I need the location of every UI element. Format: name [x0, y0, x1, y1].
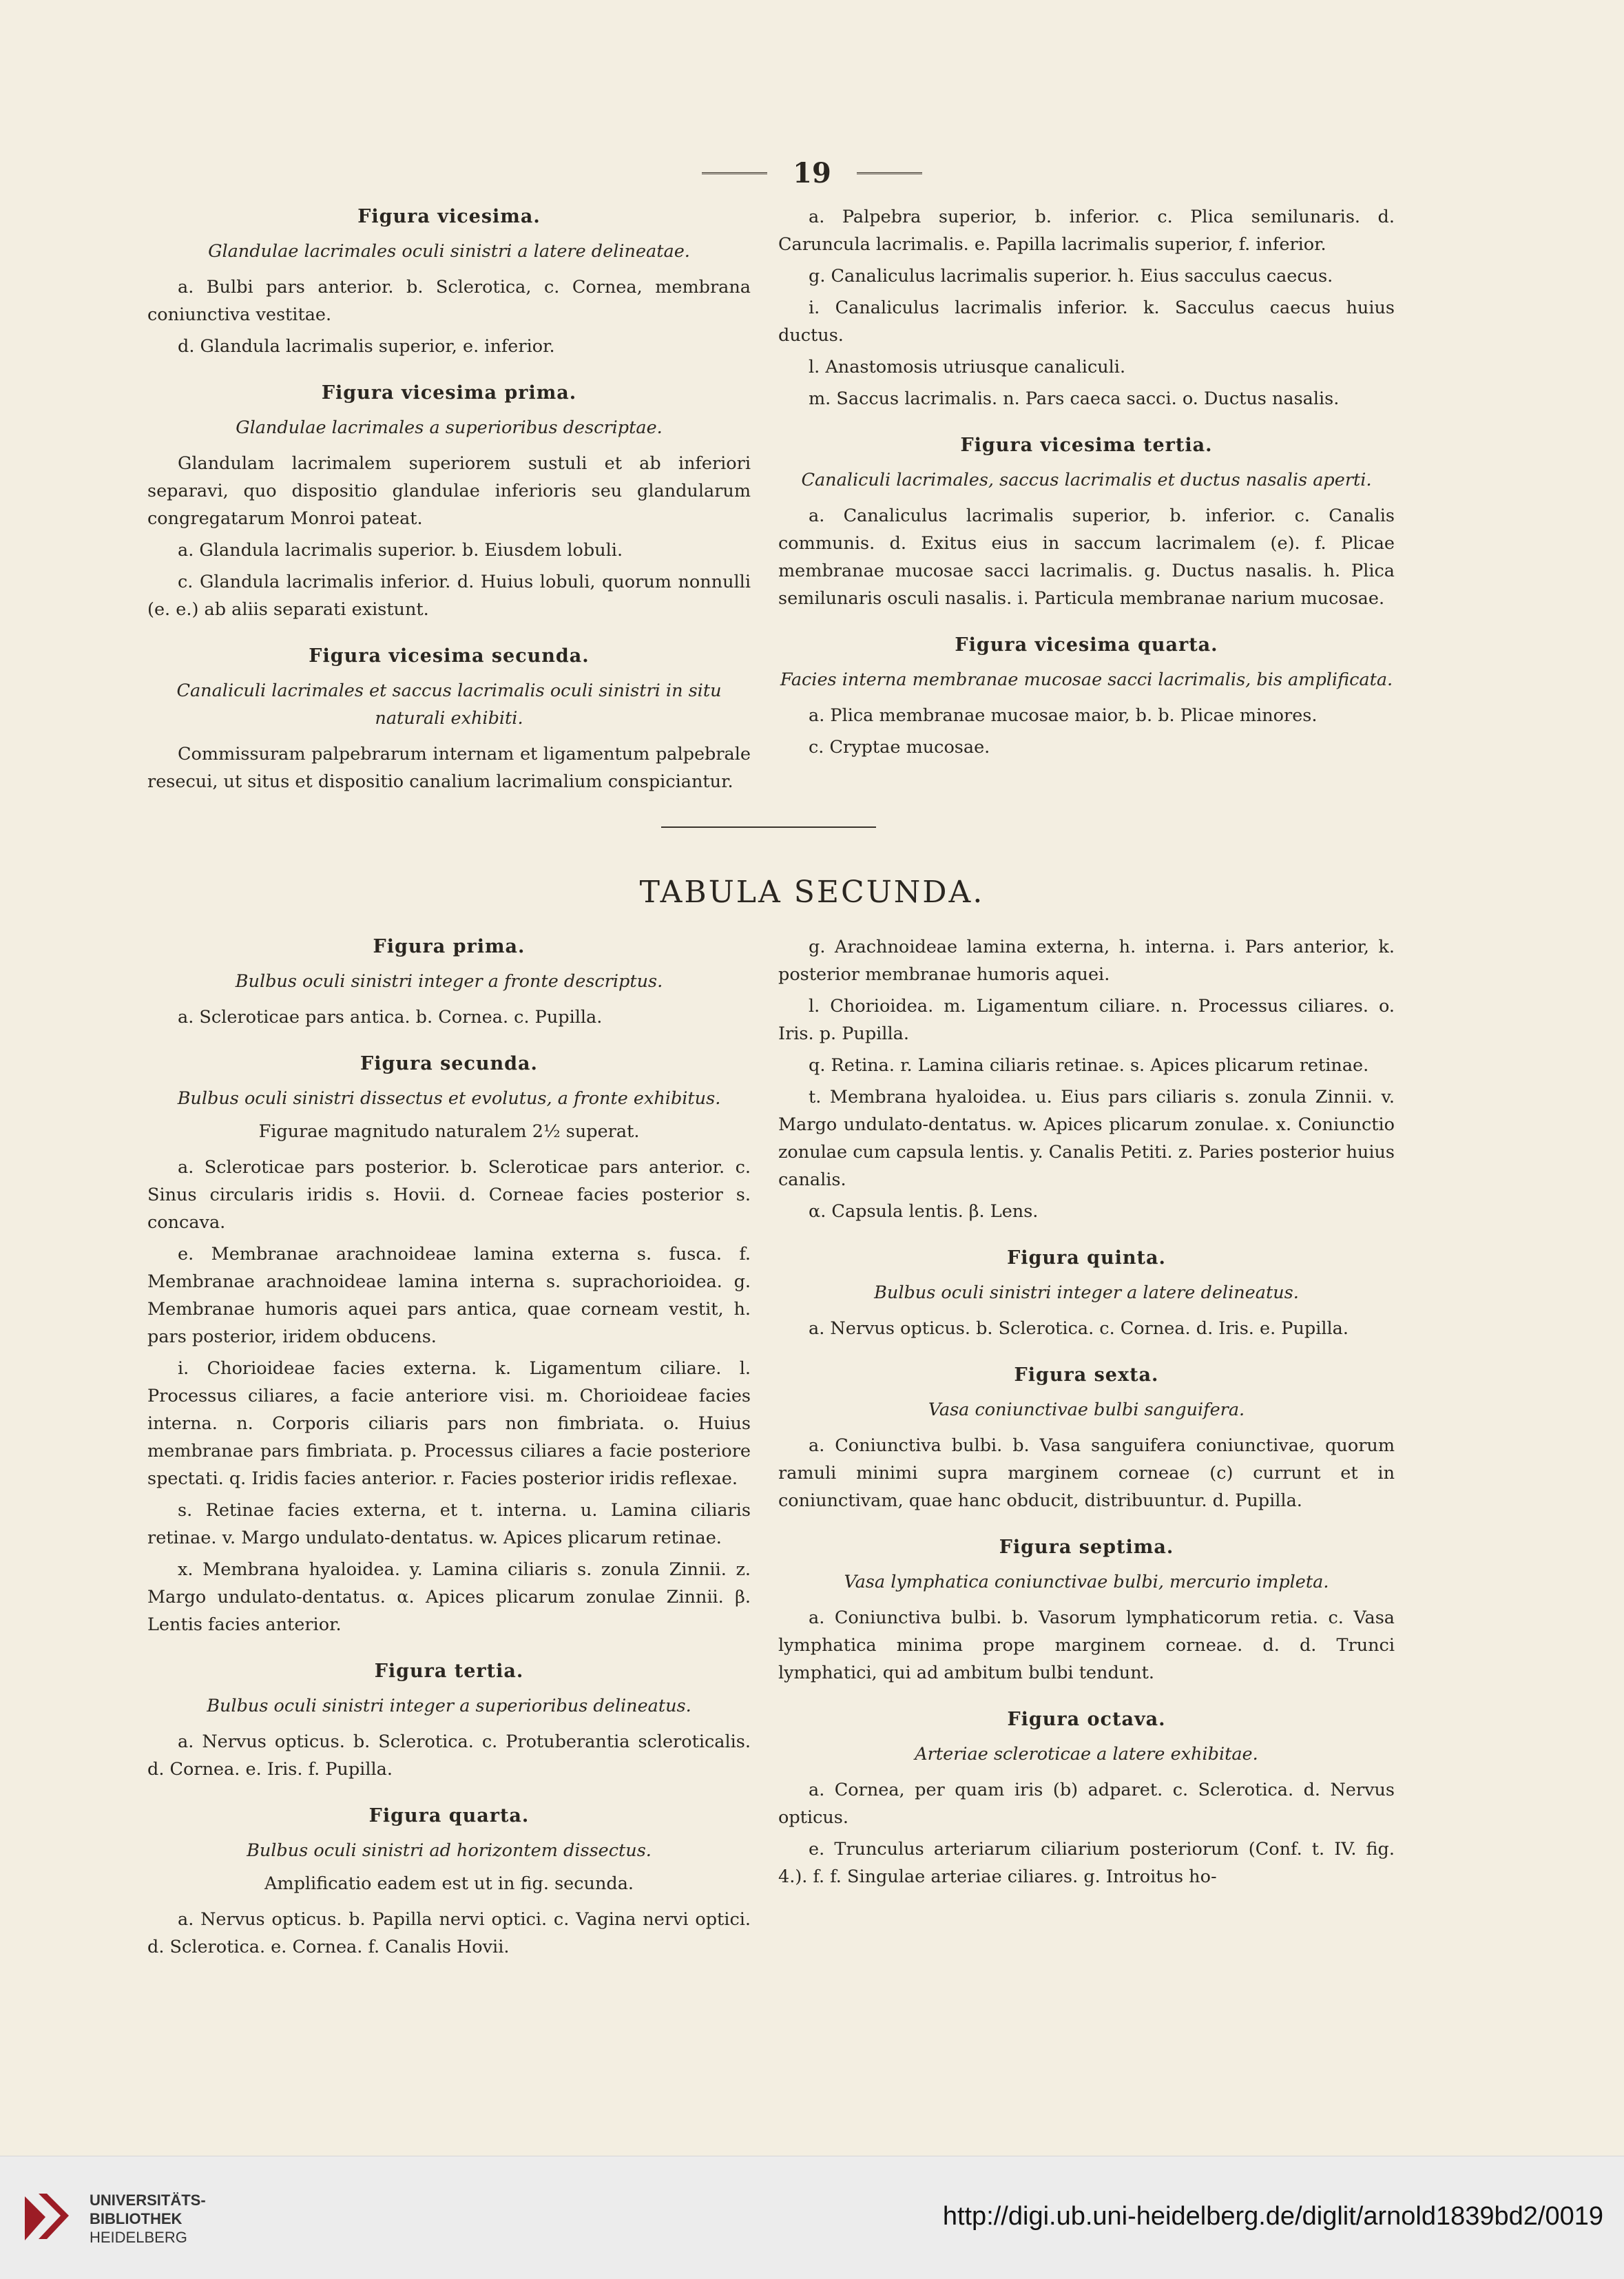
figure-heading: Figura vicesima secunda. — [309, 645, 590, 667]
figure-caption: Bulbus oculi sinistri integer a fronte descriptus. — [235, 971, 663, 992]
figure-caption: Vasa lymphatica coniunctivae bulbi, mercurio impleta. — [844, 1572, 1329, 1592]
paragraph: a. Plica membranae mucosae maior, b. b. Plicae minores. — [809, 705, 1318, 726]
paragraph: Glandulam lacrimalem superiorem sustuli et ab inferiori separavi, quo dispositio glandulae inferioris seu glandularum congregatarum Monroi pateat. — [147, 453, 751, 529]
figure-heading: Figura tertia. — [374, 1661, 524, 1682]
figure-heading: Figura prima. — [373, 936, 525, 957]
paragraph: c. Cryptae mucosae. — [809, 737, 990, 758]
paragraph: a. Scleroticae pars antica. b. Cornea. c. Pupilla. — [178, 1007, 603, 1028]
header-rule-right — [857, 172, 922, 174]
section-title: TABULA SECUNDA. — [639, 875, 985, 910]
figure-heading: Figura vicesima prima. — [321, 382, 577, 404]
paragraph: t. Membrana hyaloidea. u. Eius pars ciliaris s. zonula Zinnii. v. Margo undulato-dentatus. w. Apices plicarum zonulae. x. Coniunctio zonulae cum capsula lentis. y. Canalis Petiti. z. Paries posterior huius canalis. — [778, 1087, 1395, 1190]
top-right-column — [778, 203, 1395, 765]
bottom-left-column — [147, 933, 751, 1965]
paragraph: q. Retina. r. Lamina ciliaris retinae. s. Apices plicarum retinae. — [809, 1055, 1369, 1076]
library-name — [90, 2191, 206, 2247]
figure-heading: Figura quinta. — [1007, 1247, 1166, 1269]
figure-caption: Glandulae lacrimales oculi sinistri a latere delineatae. — [208, 241, 690, 262]
figure-caption: Canaliculi lacrimales, saccus lacrimalis et ductus nasalis aperti. — [801, 470, 1372, 490]
university-library-logo-icon — [18, 2189, 76, 2247]
paragraph: Commissuram palpebrarum internam et ligamentum palpebrale resecui, ut situs et dispositio canalium lacrimalium conspiciantur. — [147, 744, 751, 792]
paragraph: a. Scleroticae pars posterior. b. Scleroticae pars anterior. c. Sinus circularis iridis s. Hovii. d. Corneae facies posterior s. concava. — [147, 1157, 751, 1233]
paragraph: i. Chorioideae facies externa. k. Ligamentum ciliare. l. Processus ciliares, a facie anteriore visi. m. Chorioideae facies interna. n. Corporis ciliaris pars non fimbriata. o. Huius membranae pars fimbriata. p. Processus ciliares a facie posteriore spectati. q. Iridis facies anterior. r. Facies posterior iridis reflexae. — [147, 1358, 751, 1489]
figure-heading: Figura vicesima quarta. — [955, 634, 1218, 656]
figure-heading: Figura secunda. — [360, 1053, 538, 1074]
paragraph: x. Membrana hyaloidea. y. Lamina ciliaris s. zonula Zinnii. z. Margo undulato-dentatus. α. Apices plicarum zonulae Zinnii. β. Lentis facies anterior. — [147, 1559, 751, 1635]
figure-heading: Figura sexta. — [1014, 1364, 1159, 1386]
paragraph: a. Nervus opticus. b. Sclerotica. c. Cornea. d. Iris. e. Pupilla. — [809, 1318, 1349, 1339]
paragraph: a. Coniunctiva bulbi. b. Vasorum lymphaticorum retia. c. Vasa lymphatica minima prope marginem corneae. d. d. Trunci lymphatici, qui ad ambitum bulbi tendunt. — [778, 1607, 1395, 1683]
paragraph: l. Anastomosis utriusque canaliculi. — [809, 357, 1126, 377]
paragraph: a. Coniunctiva bulbi. b. Vasa sanguifera coniunctivae, quorum ramuli minimi supra marginem corneae (c) currunt et in coniunctivam, quae hanc obducit, distribuuntur. d. Pupilla. — [778, 1435, 1395, 1511]
paragraph: a. Nervus opticus. b. Sclerotica. c. Protuberantia scleroticalis. d. Cornea. e. Iris. f. Pupilla. — [147, 1731, 751, 1780]
section-divider — [661, 826, 876, 828]
library-footer — [0, 2156, 1624, 2279]
page-header — [0, 157, 1624, 189]
library-name-line: UNIVERSITÄTS- — [90, 2192, 206, 2209]
figure-note: Amplificatio eadem est ut in fig. secunda. — [264, 1873, 634, 1894]
page-number: 19 — [793, 157, 831, 189]
paragraph: a. Bulbi pars anterior. b. Sclerotica, c. Cornea, membrana coniunctiva vestitae. — [147, 277, 751, 325]
bottom-right-column — [778, 933, 1395, 1895]
paragraph: l. Chorioidea. m. Ligamentum ciliare. n. Processus ciliares. o. Iris. p. Pupilla. — [778, 996, 1395, 1044]
figure-note: Figurae magnitudo naturalem 2½ superat. — [258, 1121, 640, 1142]
top-left-column — [147, 203, 751, 800]
paragraph: g. Arachnoideae lamina externa, h. interna. i. Pars anterior, k. posterior membranae humoris aquei. — [778, 937, 1395, 985]
figure-heading: Figura octava. — [1007, 1709, 1166, 1730]
paragraph: m. Saccus lacrimalis. n. Pars caeca sacci. o. Ductus nasalis. — [809, 388, 1340, 409]
permalink-url[interactable]: http://digi.ub.uni-heidelberg.de/diglit/arnold1839bd2/0019 — [942, 2202, 1603, 2231]
figure-heading: Figura vicesima tertia. — [960, 435, 1213, 456]
figure-caption: Bulbus oculi sinistri dissectus et evolutus, a fronte exhibitus. — [177, 1088, 721, 1109]
paragraph: i. Canaliculus lacrimalis inferior. k. Sacculus caecus huius ductus. — [778, 298, 1395, 346]
figure-caption: Bulbus oculi sinistri integer a superioribus delineatus. — [207, 1696, 691, 1716]
figure-caption: Glandulae lacrimales a superioribus descriptae. — [236, 417, 663, 438]
paragraph: a. Nervus opticus. b. Papilla nervi optici. c. Vagina nervi optici. d. Sclerotica. e. Cornea. f. Canalis Hovii. — [147, 1909, 751, 1957]
figure-caption: Bulbus oculi sinistri ad horizontem dissectus. — [247, 1840, 652, 1861]
figure-heading: Figura quarta. — [368, 1805, 530, 1827]
paragraph: c. Glandula lacrimalis inferior. d. Huius lobuli, quorum nonnulli (e. e.) ab aliis separati existunt. — [147, 572, 751, 620]
paragraph: e. Membranae arachnoideae lamina externa s. fusca. f. Membranae arachnoideae lamina interna s. suprachorioidea. g. Membranae humoris aquei pars antica, quae corneam vestit, h. pars posterior, iridem obducens. — [147, 1244, 751, 1347]
figure-caption: Arteriae scleroticae a latere exhibitae. — [915, 1744, 1258, 1765]
library-name-line: BIBLIOTHEK — [90, 2210, 183, 2227]
library-name-line: HEIDELBERG — [90, 2229, 187, 2246]
paragraph: a. Glandula lacrimalis superior. b. Eiusdem lobuli. — [178, 540, 623, 561]
figure-caption: Bulbus oculi sinistri integer a latere delineatus. — [874, 1282, 1299, 1303]
figure-caption: Facies interna membranae mucosae sacci lacrimalis, bis amplificata. — [780, 669, 1393, 690]
paragraph: a. Palpebra superior, b. inferior. c. Plica semilunaris. d. Caruncula lacrimalis. e. Papilla lacrimalis superior, f. inferior. — [778, 207, 1395, 255]
paragraph: α. Capsula lentis. β. Lens. — [809, 1201, 1039, 1222]
figure-heading: Figura vicesima. — [357, 206, 541, 227]
figure-caption: Vasa coniunctivae bulbi sanguifera. — [928, 1399, 1245, 1420]
figure-heading: Figura septima. — [999, 1537, 1174, 1558]
paragraph: g. Canaliculus lacrimalis superior. h. Eius sacculus caecus. — [809, 266, 1333, 287]
paragraph: a. Cornea, per quam iris (b) adparet. c. Sclerotica. d. Nervus opticus. — [778, 1780, 1395, 1828]
paragraph: s. Retinae facies externa, et t. interna. u. Lamina ciliaris retinae. v. Margo undulato-dentatus. w. Apices plicarum retinae. — [147, 1500, 751, 1548]
paragraph: a. Canaliculus lacrimalis superior, b. inferior. c. Canalis communis. d. Exitus eius in saccum lacrimalem (e). f. Plicae membranae mucosae sacci lacrimalis. g. Ductus nasalis. h. Plica semilunaris osculi nasalis. i. Particula membranae narium mucosae. — [778, 506, 1395, 609]
figure-caption: Canaliculi lacrimales et saccus lacrimalis oculi sinistri in situ naturali exhibiti. — [176, 680, 722, 729]
paragraph: e. Trunculus arteriarum ciliarium posteriorum (Conf. t. IV. fig. 4.). f. f. Singulae arteriae ciliares. g. Introitus ho- — [778, 1839, 1395, 1887]
paragraph: d. Glandula lacrimalis superior, e. inferior. — [178, 336, 555, 357]
header-rule-left — [702, 172, 767, 174]
